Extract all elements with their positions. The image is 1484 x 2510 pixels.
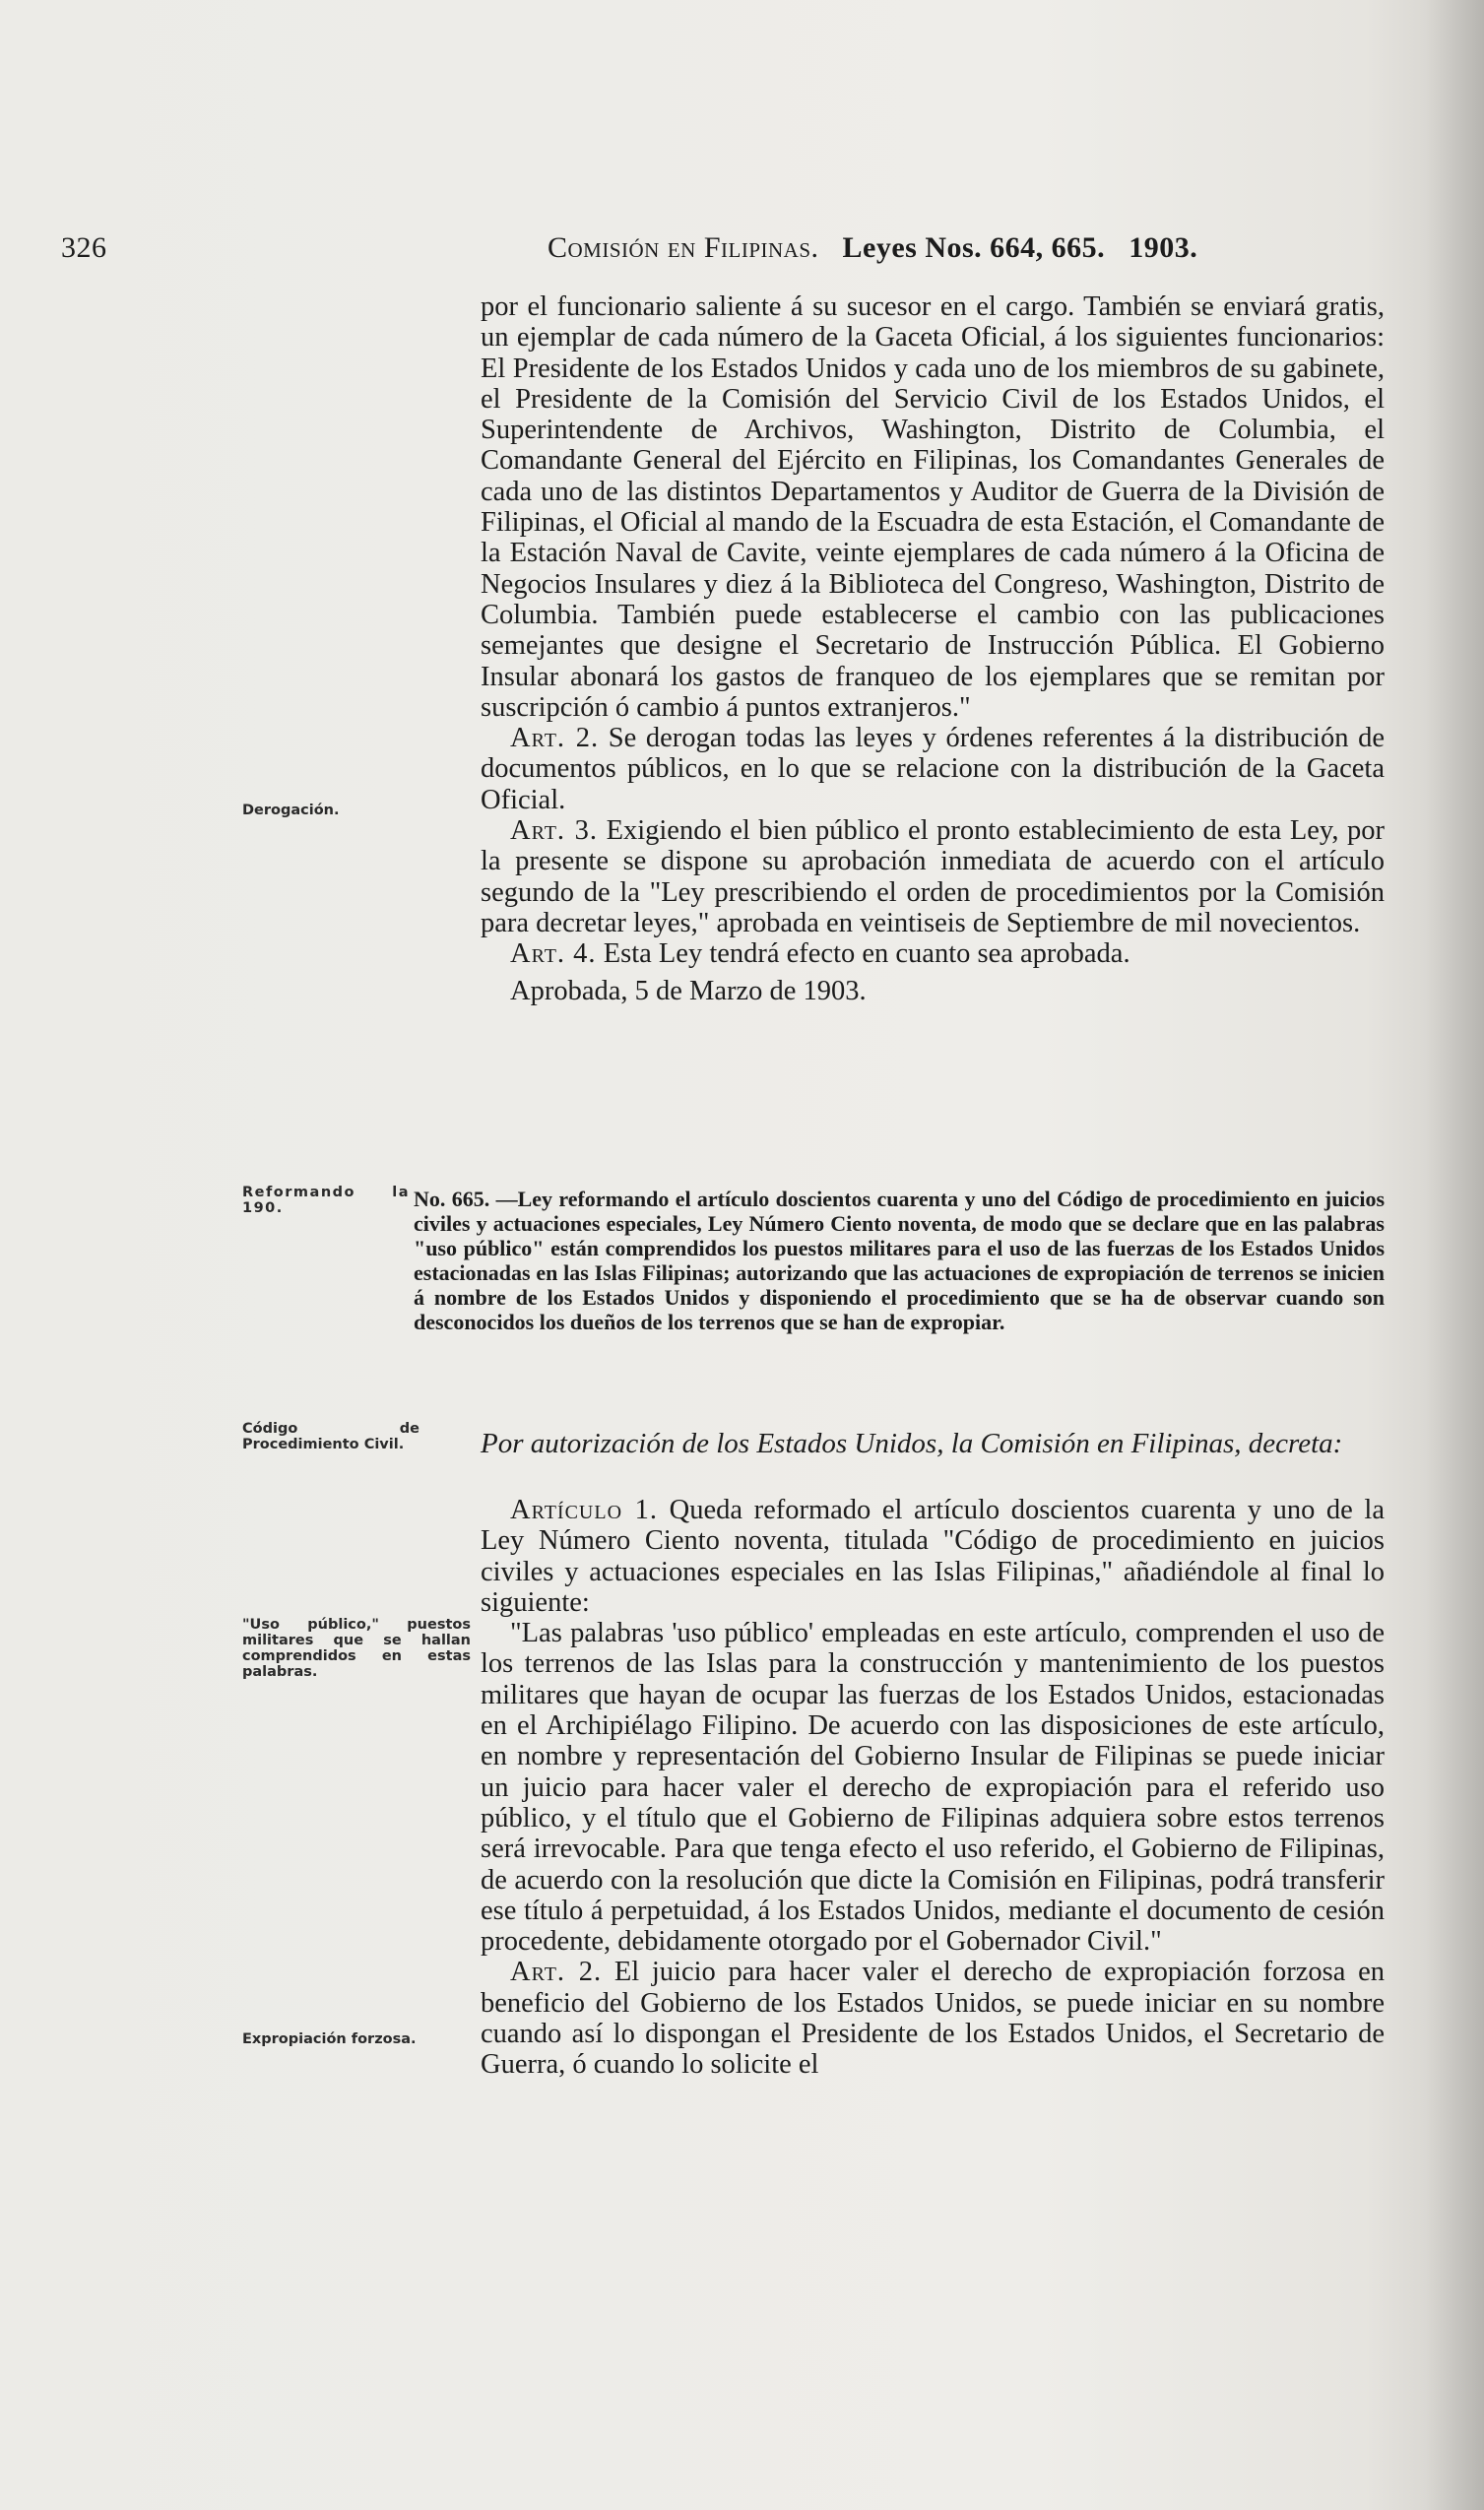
decree-line: Por autorización de los Estados Unidos, la Comisión en Filipinas, decreta:: [481, 1428, 1343, 1459]
article-label: Art. 2.: [510, 723, 600, 754]
article-label: Art. 2.: [510, 1957, 603, 1988]
article-664-4: [481, 938, 1385, 969]
law-664-section: [481, 291, 1385, 1006]
page-edge-shadow: [1425, 0, 1484, 2510]
law-number: No. 665.: [414, 1187, 490, 1211]
article-label: Art. 3.: [510, 815, 598, 847]
running-title: [548, 231, 1197, 265]
running-title-commission: Comisión en Filipinas.: [548, 231, 819, 264]
law-title: —Ley reformando el artículo doscientos cuarenta y uno del Código de procedimiento en juicios civiles y actuaciones especiales, Ley Número Ciento noventa, de modo que se declare que en las palabras "uso público" están comprendidos los puestos militares para el uso de las fuerzas de los Estados Unidos estacionadas en las Islas Filipinas; autorizando que las actuaciones de expropiación de terrenos se inicien á nombre de los Estados Unidos y disponiendo el procedimiento que se ha de observar cuando son desconocidos los dueños de los terrenos que se han de expropiar.: [414, 1187, 1386, 1334]
approval-line: Aprobada, 5 de Marzo de 1903.: [510, 975, 867, 1006]
article-665-1-quote: "Las palabras 'uso público' empleadas en este artículo, comprenden el uso de los terrenos de las Islas para la construcción y mantenimiento de los puestos militares que hayan de ocupar las fuerzas de los Estados Unidos, estacionadas en el Archipiélago Filipino. De acuerdo con las disposiciones de este artículo, en nombre y representación del Gobierno Insular de Filipinas se puede iniciar un juicio para hacer valer el derecho de expropiación para el referido uso público, y el título que el Gobierno de Filipinas adquiera sobre estos terrenos será irrevocable. Para que tenga efecto el uso referido, el Gobierno de Filipinas, de acuerdo con la resolución que dicte la Comisión en Filipinas, podrá transferir ese título á perpetuidad, á los Estados Unidos, mediante el documento de cesión procedente, debidamente otorgado por el Gobernador Civil.": [481, 1618, 1385, 1958]
decree-section: [481, 1428, 1385, 1459]
article-text: Esta Ley tendrá efecto en cuanto sea aprobada.: [603, 938, 1130, 970]
continuation-paragraph: por el funcionario saliente á su sucesor en el cargo. También se enviará gratis, un ejemplar de cada número de la Gaceta Oficial, á los siguientes funcionarios: El Presidente de los Estados Unidos y cada uno de los miembros de su gabinete, el Presidente de la Comisión del Servicio Civil de los Estados Unidos, el Superintendente de Archivos, Washington, Distrito de Columbia, el Comandante General del Ejército en Filipinas, los Comandantes Generales de cada uno de las distintos Departamentos y Auditor de Guerra de la División de Filipinas, el Oficial al mando de la Escuadra de esta Estación, el Comandante de la Estación Naval de Cavite, veinte ejemplares de cada número á la Oficina de Negocios Insulares y diez á la Biblioteca del Congreso, Washington, Distrito de Columbia. También puede establecerse el cambio con las publicaciones semejantes que designe el Secretario de Instrucción Pública. El Gobierno Insular abonará los gastos de franqueo de los ejemplares que se remitan por suscripción ó cambio á puntos extranjeros.": [481, 291, 1385, 723]
law-665-heading: [414, 1187, 1385, 1334]
margin-note-codigo: Código de Procedimiento Civil.: [242, 1421, 419, 1452]
margin-note-uso-publico: "Uso público," puestos militares que se hallan comprendidos en estas palabras.: [242, 1617, 471, 1680]
article-text: Exigiendo el bien público el pronto establecimiento de esta Ley, por la presente se dispone su aprobación inmediata de acuerdo con el artículo segundo de la "Ley prescribiendo el orden de procedimientos por la Comisión para decretar leyes," aprobada en veintiseis de Septiembre de mil novecientos.: [481, 815, 1386, 938]
running-title-laws: Leyes Nos. 664, 665.: [842, 231, 1106, 264]
article-text: Se derogan todas las leyes y órdenes referentes á la distribución de documentos públicos, en lo que se relacione con la distribución de la Gaceta Oficial.: [481, 723, 1386, 815]
article-665-2: [481, 1957, 1385, 2080]
margin-note-derogacion: Derogación.: [242, 803, 340, 818]
article-665-1: [481, 1495, 1385, 1618]
article-text: Queda reformado el artículo doscientos cuarenta y uno de la Ley Número Ciento noventa, titulada "Código de procedimiento en juicios civiles y actuaciones especiales en las Islas Filipinas," añadiéndole al final lo siguiente:: [481, 1495, 1385, 1618]
article-label: Artículo 1.: [510, 1495, 659, 1525]
margin-note-expropiacion: Expropiación forzosa.: [242, 2031, 417, 2047]
law-665-articles: [481, 1495, 1385, 2081]
article-664-3: [481, 815, 1385, 938]
running-title-year: 1903.: [1129, 231, 1198, 264]
article-664-2: [481, 723, 1385, 815]
page-number: 326: [61, 231, 107, 264]
margin-note-reformando: Reformando la 190.: [242, 1185, 410, 1216]
article-text: El juicio para hacer valer el derecho de expropiación forzosa en beneficio del Gobierno de los Estados Unidos, se puede iniciar en su nombre cuando así lo dispongan el Presidente de los Estados Unidos, el Secretario de Guerra, ó cuando lo solicite el: [481, 1957, 1385, 2081]
article-label: Art. 4.: [510, 938, 597, 970]
law-665-title: [414, 1187, 1385, 1334]
